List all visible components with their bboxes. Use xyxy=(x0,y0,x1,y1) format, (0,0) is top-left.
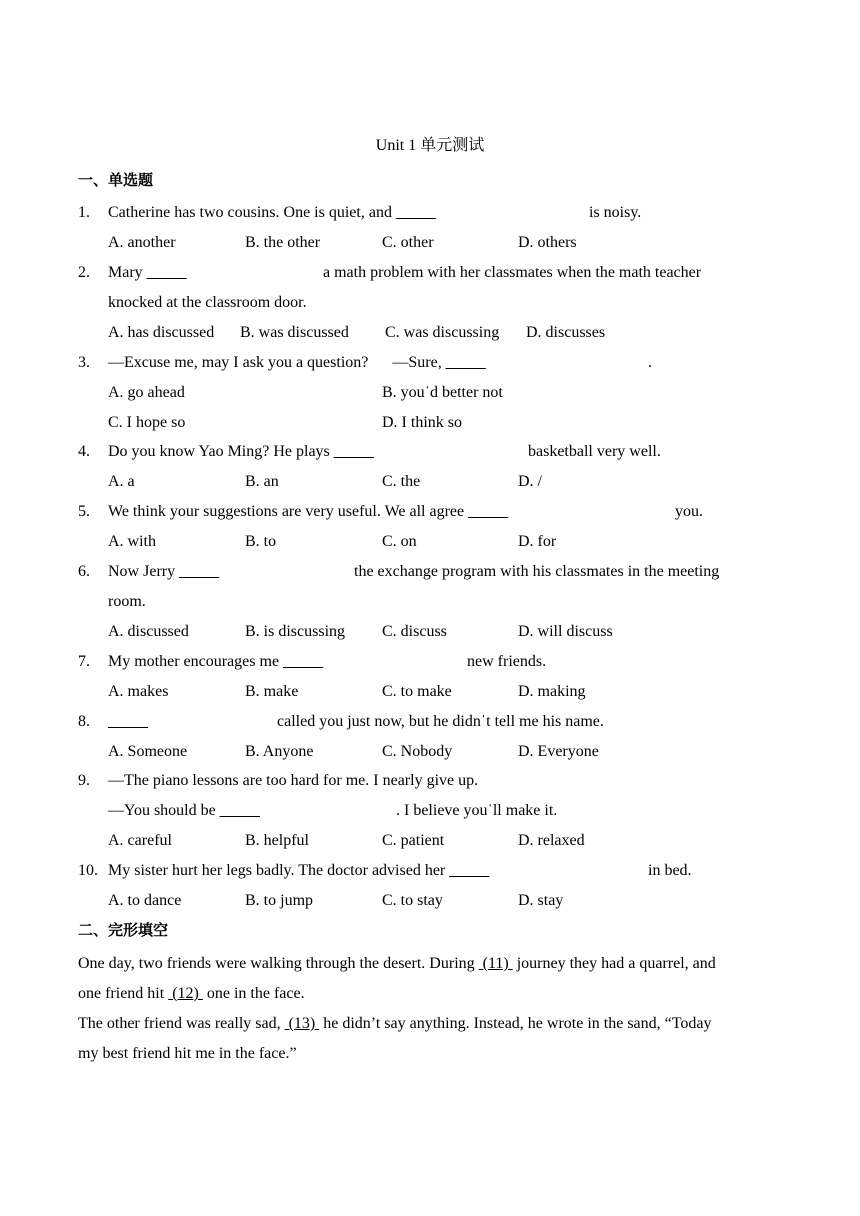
option-a: A. another xyxy=(108,234,176,251)
option-b: B. make xyxy=(245,683,299,700)
question-stem: My sister hurt her legs badly. The doctor advised her _____ xyxy=(108,862,490,879)
question-stem-tail: new friends. xyxy=(467,653,547,670)
question-stem-tail: the exchange program with his classmates in the meeting xyxy=(354,563,720,580)
answer-blank: _____ xyxy=(445,354,486,371)
option-c: C. discuss xyxy=(382,623,447,640)
option-d: D. will discuss xyxy=(518,623,613,640)
cloze-blank-12: (12) xyxy=(168,985,203,1002)
option-b: B. youˈd better not xyxy=(382,384,503,401)
question-number: 2. xyxy=(78,264,90,281)
question-number: 9. xyxy=(78,772,90,789)
question-stem: —Excuse me, may I ask you a question? —Sure, _____ xyxy=(108,354,486,371)
section-heading-cloze: 二、完形填空 xyxy=(78,921,169,939)
answer-blank: _____ xyxy=(333,443,374,460)
question-number: 10. xyxy=(78,862,98,879)
page-title: Unit 1 单元测试 xyxy=(375,137,485,154)
answer-blank: _____ xyxy=(108,713,148,730)
option-a: A. Someone xyxy=(108,743,188,760)
question-stem: Catherine has two cousins. One is quiet, and _____ xyxy=(108,204,436,221)
answer-blank: _____ xyxy=(219,802,260,819)
option-b: B. was discussed xyxy=(240,324,349,341)
option-a: A. discussed xyxy=(108,623,189,640)
question-stem-tail: . I believe youˈll make it. xyxy=(396,802,558,819)
question-number: 1. xyxy=(78,204,90,221)
passage-line: One day, two friends were walking through the desert. During (11) journey they had a quarrel, and xyxy=(78,955,716,972)
question-stem xyxy=(108,712,148,732)
question-stem: —The piano lessons are too hard for me. I nearly give up. xyxy=(108,772,479,789)
option-b: B. to xyxy=(245,533,277,550)
passage-line: my best friend hit me in the face.” xyxy=(78,1045,297,1062)
option-d: D. discusses xyxy=(526,324,606,341)
option-a: A. careful xyxy=(108,832,172,849)
answer-blank: _____ xyxy=(468,503,509,520)
cloze-blank-13: (13) xyxy=(284,1015,320,1032)
question-stem-tail: you. xyxy=(675,503,703,520)
question-number: 6. xyxy=(78,563,90,580)
answer-blank: _____ xyxy=(283,653,324,670)
option-c: C. to stay xyxy=(382,892,443,909)
question-stem: Now Jerry _____ xyxy=(108,563,220,580)
passage-line: The other friend was really sad, (13) he didn’t say anything. Instead, he wrote in the sand, “Today xyxy=(78,1015,712,1032)
passage-line: one friend hit (12) one in the face. xyxy=(78,985,305,1002)
question-number: 7. xyxy=(78,653,90,670)
option-d: D. making xyxy=(518,683,586,700)
option-d: D. Everyone xyxy=(518,743,599,760)
option-d: D. I think so xyxy=(382,414,462,431)
question-number: 8. xyxy=(78,713,90,730)
question-number: 5. xyxy=(78,503,90,520)
option-a: A. to dance xyxy=(108,892,182,909)
answer-blank: _____ xyxy=(146,264,187,281)
question-stem-tail: called you just now, but he didnˈt tell me his name. xyxy=(277,713,604,730)
option-c: C. the xyxy=(382,473,421,490)
option-d: D. others xyxy=(518,234,577,251)
question-stem-tail: in bed. xyxy=(648,862,692,879)
question-stem-continued: knocked at the classroom door. xyxy=(108,294,307,311)
option-d: D. / xyxy=(518,473,542,490)
question-stem: Do you know Yao Ming? He plays _____ xyxy=(108,443,374,460)
option-d: D. stay xyxy=(518,892,564,909)
option-b: B. an xyxy=(245,473,279,490)
option-c: C. was discussing xyxy=(385,324,500,341)
cloze-blank-11: (11) xyxy=(478,955,513,972)
option-a: A. makes xyxy=(108,683,169,700)
question-number: 4. xyxy=(78,443,90,460)
section-heading-single-choice: 一、单选题 xyxy=(78,171,154,189)
option-a: A. a xyxy=(108,473,135,490)
question-stem-tail: a math problem with her classmates when the math teacher xyxy=(323,264,702,281)
option-a: A. with xyxy=(108,533,156,550)
option-c: C. other xyxy=(382,234,434,251)
option-d: D. for xyxy=(518,533,557,550)
option-c: C. Nobody xyxy=(382,743,453,760)
question-stem-tail: basketball very well. xyxy=(528,443,661,460)
option-c: C. to make xyxy=(382,683,452,700)
question-stem-continued: room. xyxy=(108,593,146,610)
answer-blank: _____ xyxy=(179,563,220,580)
option-b: B. the other xyxy=(245,234,321,251)
option-d: D. relaxed xyxy=(518,832,585,849)
question-stem-continued: —You should be _____ xyxy=(108,802,260,819)
option-b: B. is discussing xyxy=(245,623,346,640)
option-b: B. Anyone xyxy=(245,743,314,760)
question-stem: My mother encourages me _____ xyxy=(108,653,324,670)
answer-blank: _____ xyxy=(395,204,436,221)
option-c: C. patient xyxy=(382,832,445,849)
option-c: C. I hope so xyxy=(108,414,186,431)
question-stem-tail: is noisy. xyxy=(589,204,642,221)
question-stem-tail: . xyxy=(648,354,652,371)
option-a: A. go ahead xyxy=(108,384,185,401)
question-stem: We think your suggestions are very useful. We all agree _____ xyxy=(108,503,509,520)
option-a: A. has discussed xyxy=(108,324,215,341)
question-stem: Mary _____ xyxy=(108,264,187,281)
option-b: B. to jump xyxy=(245,892,314,909)
option-c: C. on xyxy=(382,533,417,550)
option-b: B. helpful xyxy=(245,832,309,849)
question-number: 3. xyxy=(78,354,90,371)
answer-blank: _____ xyxy=(449,862,490,879)
